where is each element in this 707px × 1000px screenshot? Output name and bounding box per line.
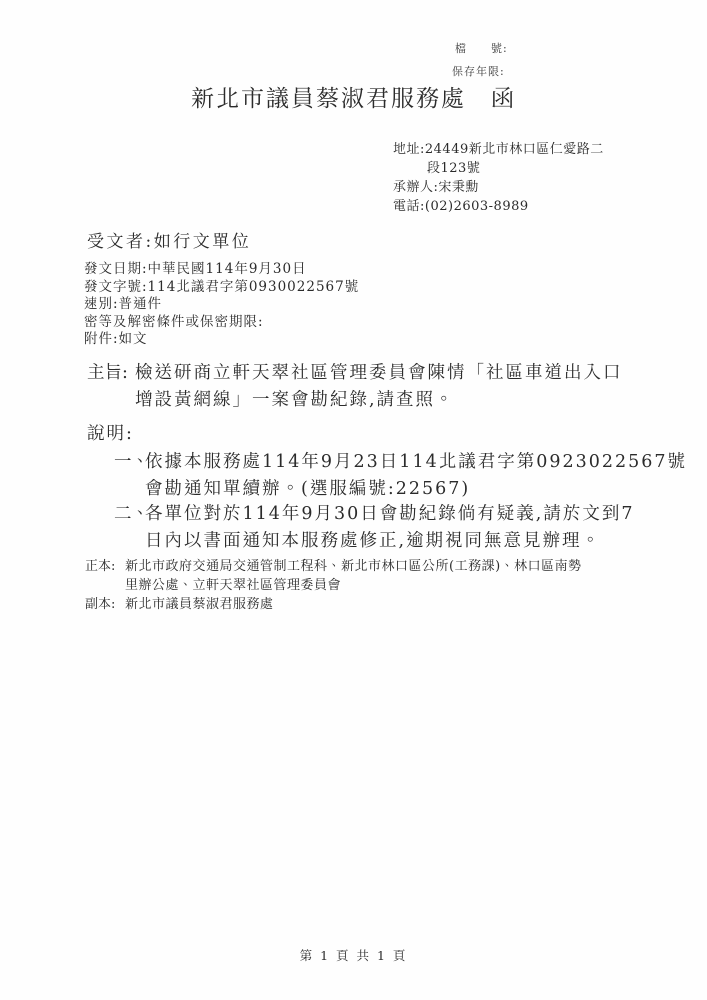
page-number-footer: 第 1 頁 共 1 頁 [299,948,408,963]
explanation-item-1-line2: 會勘通知單續辦。(選服編號:22567) [145,478,471,499]
document-title: 新北市議員蔡淑君服務處 函 [191,86,516,112]
document-meta-block [84,261,359,349]
sender-phone: 電話:(02)2603-8989 [393,199,529,214]
primary-recipients-line2: 里辦公處、立軒天翠社區管理委員會 [125,578,342,593]
sender-contact-person: 承辦人:宋秉勳 [393,180,479,195]
recipient-line: 受文者:如行文單位 [87,232,252,252]
reference-number-line: 發文字號:114北議君字第0930022567號 [84,278,360,295]
explanation-item-2-text [145,501,635,554]
subject-label: 主旨: [87,363,128,383]
explanation-item-1 [114,449,687,502]
sender-address-line1: 地址:24449新北市林口區仁愛路二 [393,142,604,157]
primary-recipients-text [125,557,582,595]
retention-period-label: 保存年限: [452,65,505,78]
copy-recipients-label: 副本: [85,597,116,612]
priority-line: 速別:普通件 [84,296,163,312]
subject-text-line1: 檢送研商立軒天翠社區管理委員會陳情「社區車道出入口 [135,363,623,383]
explanation-item-2-line2: 日內以書面通知本服務處修正,逾期視同無意見辦理。 [145,530,602,551]
explanation-item-1-text [145,449,687,502]
subject-text [135,360,623,413]
subject-section [87,360,623,413]
explanation-item-1-number: 一、 [114,452,149,472]
primary-recipients-line1: 新北市政府交通局交通管制工程科、新北市林口區公所(工務課)、林口區南勢 [125,559,582,574]
explanation-item-2-number: 二、 [114,504,149,524]
attachment-line: 附件:如文 [84,331,148,347]
copy-recipients-section [85,595,274,614]
copy-recipients-value: 新北市議員蔡淑君服務處 [125,597,274,612]
file-number-label: 檔 號: [455,42,508,55]
primary-recipients-label: 正本: [85,559,116,574]
confidentiality-line: 密等及解密條件或保密期限: [84,313,264,330]
explanation-item-1-line1: 依據本服務處114年9月23日114北議君字第0923022567號 [145,452,688,472]
sender-info-block [393,140,604,216]
subject-text-line2: 增設黃網線」一案會勘紀錄,請查照。 [135,389,455,410]
sender-address-line2: 段123號 [427,161,481,176]
explanation-item-2-line1: 各單位對於114年9月30日會勘紀錄倘有疑義,請於文到7 [145,504,635,524]
explanation-item-2 [114,501,635,554]
issue-date-line: 發文日期:中華民國114年9月30日 [84,261,307,277]
explanation-label: 說明: [87,424,134,444]
primary-recipients-section [85,557,582,595]
